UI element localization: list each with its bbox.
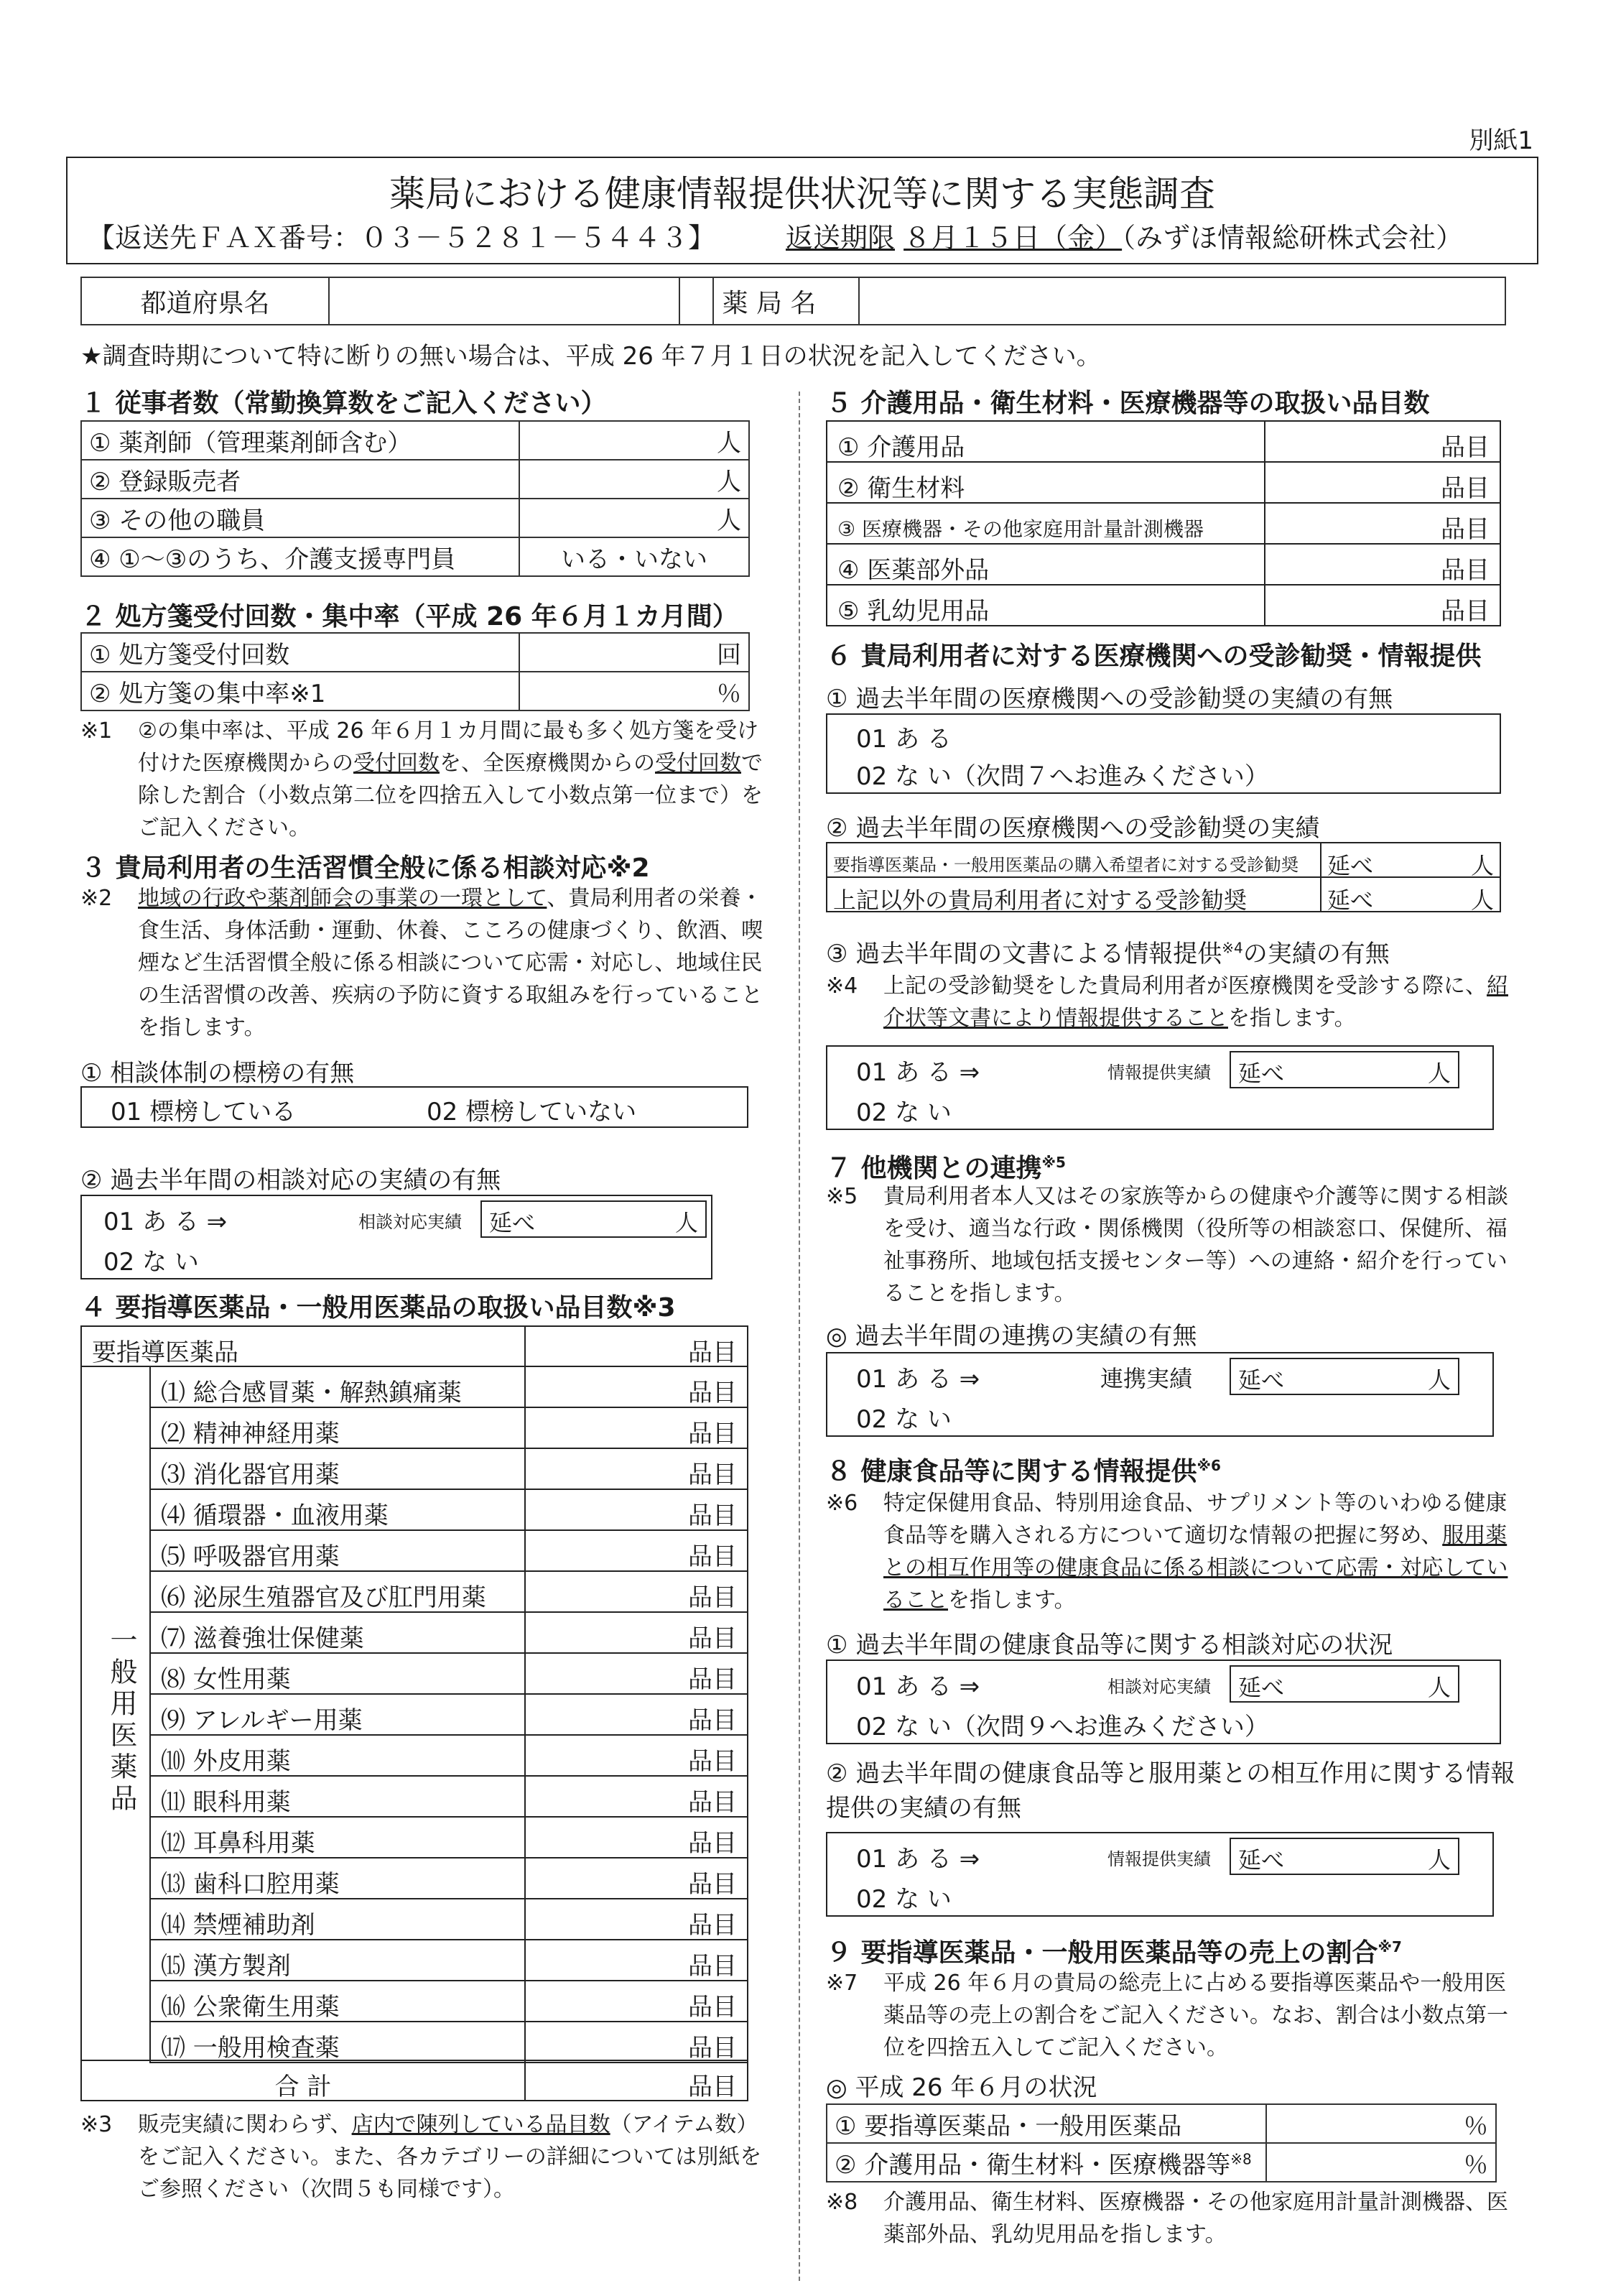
s8-q1-field[interactable]: 延べ 人: [1230, 1665, 1459, 1703]
prefecture-row: [80, 277, 714, 325]
s8-q2-options: [826, 1832, 1494, 1917]
s3-title: ３ 貴局利用者の生活習慣全般に係る相談対応※2: [80, 853, 650, 883]
s6-q2-row2-field[interactable]: 延べ 人: [1320, 876, 1501, 912]
s5-row-label: ⑤ 乳幼児用品: [826, 584, 1265, 626]
s9-otc-field[interactable]: ％: [1266, 2104, 1496, 2143]
deadline-label: 返送期限: [786, 222, 896, 254]
s2-table: [80, 632, 750, 711]
instruction: ★調査時期について特に断りの無い場合は、平成 26 年７月１日の状況を記入してください。: [80, 342, 1101, 371]
prefecture-label: 都道府県名: [81, 277, 329, 325]
s8-q2: ② 過去半年間の健康食品等と服用薬との相互作用に関する情報提供の実績の有無: [826, 1759, 1515, 1823]
s4-total-row: 合 計: [80, 2060, 526, 2101]
s4-item-field[interactable]: 品目: [524, 1407, 748, 1449]
s7-result-field[interactable]: 延べ 人: [1230, 1358, 1459, 1395]
s2-title: ２ 処方箋受付回数・集中率（平成 26 年６月１カ月間）: [80, 602, 738, 631]
s2-row-label: ② 処方箋の集中率※1: [81, 672, 519, 710]
s5-row-field[interactable]: 品目: [1264, 543, 1501, 585]
s9-row-label: ① 要指導医薬品・一般用医薬品: [827, 2104, 1266, 2143]
s4-item-field[interactable]: 品目: [524, 1898, 748, 1940]
s4-total-field[interactable]: 品目: [524, 2060, 748, 2101]
pharmacy-row: [679, 277, 1506, 325]
s3-result-field[interactable]: 延べ 人: [480, 1200, 707, 1238]
s5-row-field[interactable]: 品目: [1264, 420, 1501, 463]
s4-item-label: ⑼ アレルギー用薬: [149, 1693, 526, 1736]
s6-q3-options: [826, 1045, 1494, 1130]
s8-q1-yes[interactable]: 01 あ る ⇒: [856, 1672, 980, 1701]
s3-result-label: 相談対応実績: [358, 1212, 462, 1232]
s5-row-label: ③ 医療機器・その他家庭用計量計測機器: [826, 502, 1265, 545]
title-frame: [66, 157, 1538, 264]
s3-q1-option-2[interactable]: 02 標榜していない: [427, 1098, 637, 1126]
s8-q1: ① 過去半年間の健康食品等に関する相談対応の状況: [826, 1631, 1393, 1659]
s6-q2-row2-label: 上記以外の貴局利用者に対する受診勧奨: [826, 876, 1321, 912]
s7-no[interactable]: 02 な い: [856, 1405, 952, 1434]
s9-row-label: ② 介護用品・衛生材料・医療機器等$^{※8}$: [827, 2143, 1266, 2182]
page-title: 薬局における健康情報提供状況等に関する実態調査: [389, 173, 1215, 215]
s4-item-field[interactable]: 品目: [524, 1857, 748, 1899]
s1-care-manager-choice[interactable]: いる・いない: [519, 537, 749, 576]
s7-title: ７ 他機関との連携$^{※5}$: [826, 1154, 1066, 1183]
s4-item-field[interactable]: 品目: [524, 1570, 748, 1613]
s6-q1: ① 過去半年間の医療機関への受診勧奨の実績の有無: [826, 685, 1393, 713]
s9-q: ◎ 平成 26 年６月の状況: [826, 2073, 1097, 2102]
s4-item-label: ⑵ 精神神経用薬: [149, 1407, 526, 1449]
s4-item-field[interactable]: 品目: [524, 1529, 748, 1572]
s4-item-label: ⑻ 女性用薬: [149, 1652, 526, 1695]
s4-item-label: ⒁ 禁煙補助剤: [149, 1898, 526, 1940]
s4-item-field[interactable]: 品目: [524, 1448, 748, 1490]
s4-item-field[interactable]: 品目: [524, 1816, 748, 1858]
s7-options: [826, 1352, 1494, 1437]
s4-title: ４ 要指導医薬品・一般用医薬品の取扱い品目数※3: [80, 1293, 676, 1323]
s6-q3-yes[interactable]: 01 あ る ⇒: [856, 1058, 980, 1087]
s9-table: [826, 2103, 1497, 2182]
s6-result-field[interactable]: 延べ 人: [1230, 1051, 1459, 1088]
deadline: [786, 216, 1463, 255]
s1-title: １ 従事者数（常勤換算数をご記入ください）: [80, 389, 607, 418]
s3-q2-no[interactable]: 02 な い: [103, 1248, 199, 1277]
s6-q1-options: [826, 713, 1501, 794]
s5-row-field[interactable]: 品目: [1264, 584, 1501, 626]
s6-q2-row1-label: 要指導医薬品・一般用医薬品の購入希望者に対する受診勧奨: [826, 842, 1321, 878]
s6-q3-no[interactable]: 02 な い: [856, 1098, 952, 1127]
pharmacy-label: 薬 局 名: [679, 277, 859, 325]
s4-item-label: ⒄ 一般用検査薬: [149, 2021, 526, 2063]
s2-row-label: ① 処方箋受付回数: [81, 633, 519, 672]
s8-q2-no[interactable]: 02 な い: [856, 1885, 952, 1914]
s4-item-label: ⑸ 呼吸器官用薬: [149, 1529, 526, 1572]
s6-q1-no[interactable]: 02 な い（次問７へお進みください）: [856, 762, 1269, 791]
s3-q1-options: [80, 1086, 748, 1128]
s7-result-label: 連携実績: [1100, 1365, 1193, 1392]
s9-title: ９ 要指導医薬品・一般用医薬品等の売上の割合$^{※7}$: [826, 1938, 1402, 1968]
s4-item-field[interactable]: 品目: [524, 1775, 748, 1818]
prefecture-field[interactable]: [329, 277, 713, 325]
deadline-date: ８月１５日（金）: [903, 222, 1123, 254]
s4-item-label: ⑾ 眼科用薬: [149, 1775, 526, 1818]
column-divider: [799, 392, 800, 2281]
s4-item-label: ⒃ 公衆衛生用薬: [149, 1980, 526, 2022]
s4-item-field[interactable]: 品目: [524, 1980, 748, 2022]
s4-item-field[interactable]: 品目: [524, 1489, 748, 1531]
s6-title: ６ 貴局利用者に対する医療機関への受診勧奨・情報提供: [826, 642, 1482, 671]
s2-note-body: ②の集中率は、平成 26 年６月１カ月間に最も多く処方箋を受け付けた医療機関からの受付回数を、全医療機関からの受付回数で除した割合（小数点第二位を四捨五入して小数点第一位まで）をご記入ください。: [138, 718, 763, 841]
s4-item-label: ⒂ 漢方製剤: [149, 1939, 526, 1981]
s6-q2-row1-field[interactable]: 延べ 人: [1320, 842, 1501, 878]
s8-q1-no[interactable]: 02 な い（次問９へお進みください）: [856, 1713, 1269, 1741]
s1-row-label: ④ ①～③のうち、介護支援専門員: [81, 537, 519, 576]
s9-care-goods-field[interactable]: ％: [1266, 2143, 1496, 2182]
s6-result-label: 情報提供実績: [1107, 1063, 1211, 1083]
note-mark: ※1: [80, 718, 113, 744]
s5-row-field[interactable]: 品目: [1264, 461, 1501, 504]
s4-item-label: ⑷ 循環器・血液用薬: [149, 1489, 526, 1531]
s4-first-field[interactable]: 品目: [524, 1325, 748, 1367]
s3-q1: ① 相談体制の標榜の有無: [80, 1059, 355, 1088]
s1-row-label: ① 薬剤師（管理薬剤師含む）: [81, 421, 519, 460]
s8-q1-options: [826, 1659, 1501, 1744]
s1-row-label: ② 登録販売者: [81, 460, 519, 499]
s8-q2-field[interactable]: 延べ 人: [1230, 1838, 1459, 1875]
s4-side-label: 一般用医薬品: [106, 1626, 137, 1815]
s4-item-field[interactable]: 品目: [524, 1939, 748, 1981]
s8-q1-label: 相談対応実績: [1107, 1677, 1211, 1697]
s8-title: ８ 健康食品等に関する情報提供$^{※6}$: [826, 1457, 1221, 1486]
s4-item-field[interactable]: 品目: [524, 1734, 748, 1777]
s6-q3: ③ 過去半年間の文書による情報提供$^{※4}$の実績の有無: [826, 939, 1390, 968]
s1-row-label: ③ その他の職員: [81, 499, 519, 537]
pharmacy-field[interactable]: [859, 277, 1505, 325]
return-fax: 【返送先ＦＡＸ番号：０３－５２８１－５４４３】: [88, 222, 716, 254]
s5-title: ５ 介護用品・衛生材料・医療機器等の取扱い品目数: [826, 389, 1430, 418]
s4-item-label: ⒀ 歯科口腔用薬: [149, 1857, 526, 1899]
s6-q1-yes[interactable]: 01 あ る: [856, 725, 952, 754]
s4-item-label: ⑿ 耳鼻科用薬: [149, 1816, 526, 1858]
attachment-label: 別紙1: [1469, 126, 1533, 155]
s4-item-label: ⑴ 総合感冒薬・解熱鎮痛薬: [149, 1366, 526, 1408]
s6-q2: ② 過去半年間の医療機関への受診勧奨の実績: [826, 814, 1320, 843]
s4-item-field[interactable]: 品目: [524, 1652, 748, 1695]
s5-row-field[interactable]: 品目: [1264, 502, 1501, 545]
s3-q2-options: [80, 1195, 712, 1279]
s4-row-first: 要指導医薬品: [80, 1325, 526, 1367]
s1-other-staff-field[interactable]: 人: [519, 499, 749, 537]
s1-registered-seller-field[interactable]: 人: [519, 460, 749, 499]
s2-reception-count-field[interactable]: 回: [519, 633, 749, 672]
s3-q1-option-1[interactable]: 01 標榜している: [111, 1098, 297, 1126]
s5-row-label: ① 介護用品: [826, 420, 1265, 463]
s8-q2-label: 情報提供実績: [1107, 1849, 1211, 1869]
s3-q2-yes[interactable]: 01 あ る ⇒: [103, 1208, 228, 1236]
s7-yes[interactable]: 01 あ る ⇒: [856, 1365, 980, 1394]
s4-item-label: ⑺ 滋養強壮保健薬: [149, 1611, 526, 1654]
s1-pharmacist-field[interactable]: 人: [519, 421, 749, 460]
s4-item-field[interactable]: 品目: [524, 1693, 748, 1736]
s4-side-label-cell: [80, 1366, 151, 2061]
company-name: （みずほ情報総研株式会社）: [1122, 222, 1464, 254]
s5-row-label: ④ 医薬部外品: [826, 543, 1265, 585]
s4-item-label: ⑽ 外皮用薬: [149, 1734, 526, 1777]
s4-item-field[interactable]: 品目: [524, 2021, 748, 2063]
s4-item-field[interactable]: 品目: [524, 1611, 748, 1654]
s5-row-label: ② 衛生材料: [826, 461, 1265, 504]
s2-concentration-field[interactable]: ％: [519, 672, 749, 710]
s3-q2: ② 過去半年間の相談対応の実績の有無: [80, 1166, 501, 1195]
s4-item-label: ⑶ 消化器官用薬: [149, 1448, 526, 1490]
s1-table: [80, 420, 750, 577]
s7-q: ◎ 過去半年間の連携の実績の有無: [826, 1322, 1197, 1351]
s4-item-field[interactable]: 品目: [524, 1366, 748, 1408]
s8-q2-yes[interactable]: 01 あ る ⇒: [856, 1845, 980, 1874]
s4-item-label: ⑹ 泌尿生殖器官及び肛門用薬: [149, 1570, 526, 1613]
